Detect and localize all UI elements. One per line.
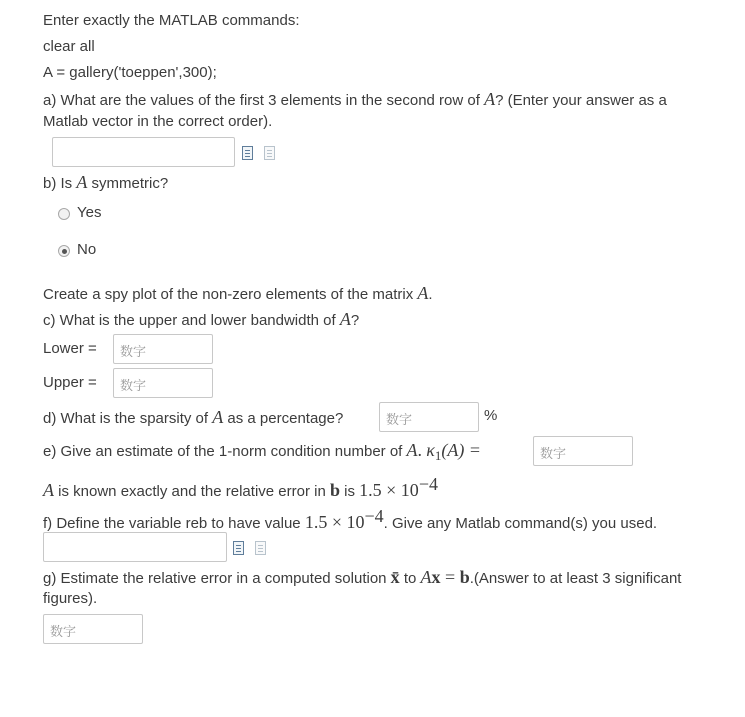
question-g-to: to [399, 570, 421, 587]
matrix-var: A [339, 309, 351, 329]
option-no-label[interactable]: No [77, 241, 97, 258]
instruction-text: Enter exactly the MATLAB commands: [43, 12, 300, 29]
question-d [43, 407, 343, 428]
question-b-text: b) Is [43, 175, 77, 192]
question-g-line1 [43, 567, 681, 588]
lower-bandwidth-input[interactable]: 数字 [113, 334, 213, 364]
matrix-var: A [406, 440, 418, 460]
vector-b: b [329, 480, 340, 500]
spy-instruction [43, 283, 433, 304]
answer-f-input[interactable] [43, 532, 227, 562]
question-e [43, 440, 481, 464]
reb-value: 1.5 × 10 [304, 512, 365, 532]
norm-subscript: 1 [434, 448, 442, 463]
question-g-text-end: .(Answer to at least 3 significant [469, 570, 682, 587]
question-a-text-end: ? (Enter your answer as a [495, 92, 667, 109]
question-c-text-end: ? [350, 312, 360, 329]
question-g-text: g) Estimate the relative error in a computed solution [43, 570, 391, 587]
known-is: is [339, 483, 360, 500]
xbar-symbol: x̄ [390, 567, 400, 587]
option-yes-label[interactable]: Yes [77, 204, 102, 221]
question-a-text: a) What are the values of the first 3 elements in the second row of [43, 92, 485, 109]
kappa-symbol: κ [426, 440, 435, 460]
matrix-var: A [43, 480, 54, 500]
question-c [43, 309, 359, 330]
command-gallery: A = gallery('toeppen',300); [43, 64, 217, 81]
equation-equals: = [440, 567, 460, 587]
sparsity-input[interactable]: 数字 [379, 402, 479, 432]
matrix-var: A [212, 407, 224, 427]
question-a-line2: Matlab vector in the correct order). [43, 113, 273, 130]
known-text: is known exactly and the relative error in [54, 483, 330, 500]
equation-b: b [459, 567, 470, 587]
syntax-help-icon[interactable] [264, 146, 275, 160]
kappa-argument: (A) = [441, 440, 481, 460]
equation-x: x [431, 567, 441, 587]
upper-label: Upper = [43, 374, 97, 391]
question-f-text: f) Define the variable reb to have value [43, 515, 305, 532]
question-b-text-end: symmetric? [87, 175, 169, 192]
relative-error-input[interactable]: 数字 [43, 614, 143, 644]
matrix-var: A [76, 172, 88, 192]
question-d-text-end: as a percentage? [223, 410, 344, 427]
question-e-text: e) Give an estimate of the 1-norm condition number of [43, 443, 407, 460]
known-statement [43, 474, 438, 501]
radio-yes[interactable] [58, 208, 70, 220]
spy-text-end: . [428, 286, 433, 303]
error-value: 1.5 × 10 [359, 480, 419, 500]
reb-exponent: −4 [364, 506, 384, 526]
radio-no[interactable] [58, 245, 70, 257]
condition-number-input[interactable]: 数字 [533, 436, 633, 466]
answer-a-input[interactable] [52, 137, 235, 167]
equation-a: A [420, 567, 432, 587]
question-e-period: . [417, 440, 423, 460]
question-f [43, 506, 657, 533]
lower-label: Lower = [43, 340, 97, 357]
command-clear: clear all [43, 38, 95, 55]
preview-icon[interactable] [233, 541, 244, 555]
spy-text: Create a spy plot of the non-zero elements of the matrix [43, 286, 418, 303]
upper-bandwidth-input[interactable]: 数字 [113, 368, 213, 398]
error-exponent: −4 [418, 474, 438, 494]
question-f-text-end: . Give any Matlab command(s) you used. [383, 515, 658, 532]
question-g-line2: figures). [43, 590, 98, 607]
question-a-line1 [43, 89, 667, 110]
question-b [43, 172, 168, 193]
syntax-help-icon[interactable] [255, 541, 266, 555]
matrix-var: A [484, 89, 496, 109]
question-c-text: c) What is the upper and lower bandwidth of [43, 312, 340, 329]
preview-icon[interactable] [242, 146, 253, 160]
matrix-var: A [417, 283, 429, 303]
percent-unit: % [484, 407, 498, 424]
question-d-text: d) What is the sparsity of [43, 410, 213, 427]
